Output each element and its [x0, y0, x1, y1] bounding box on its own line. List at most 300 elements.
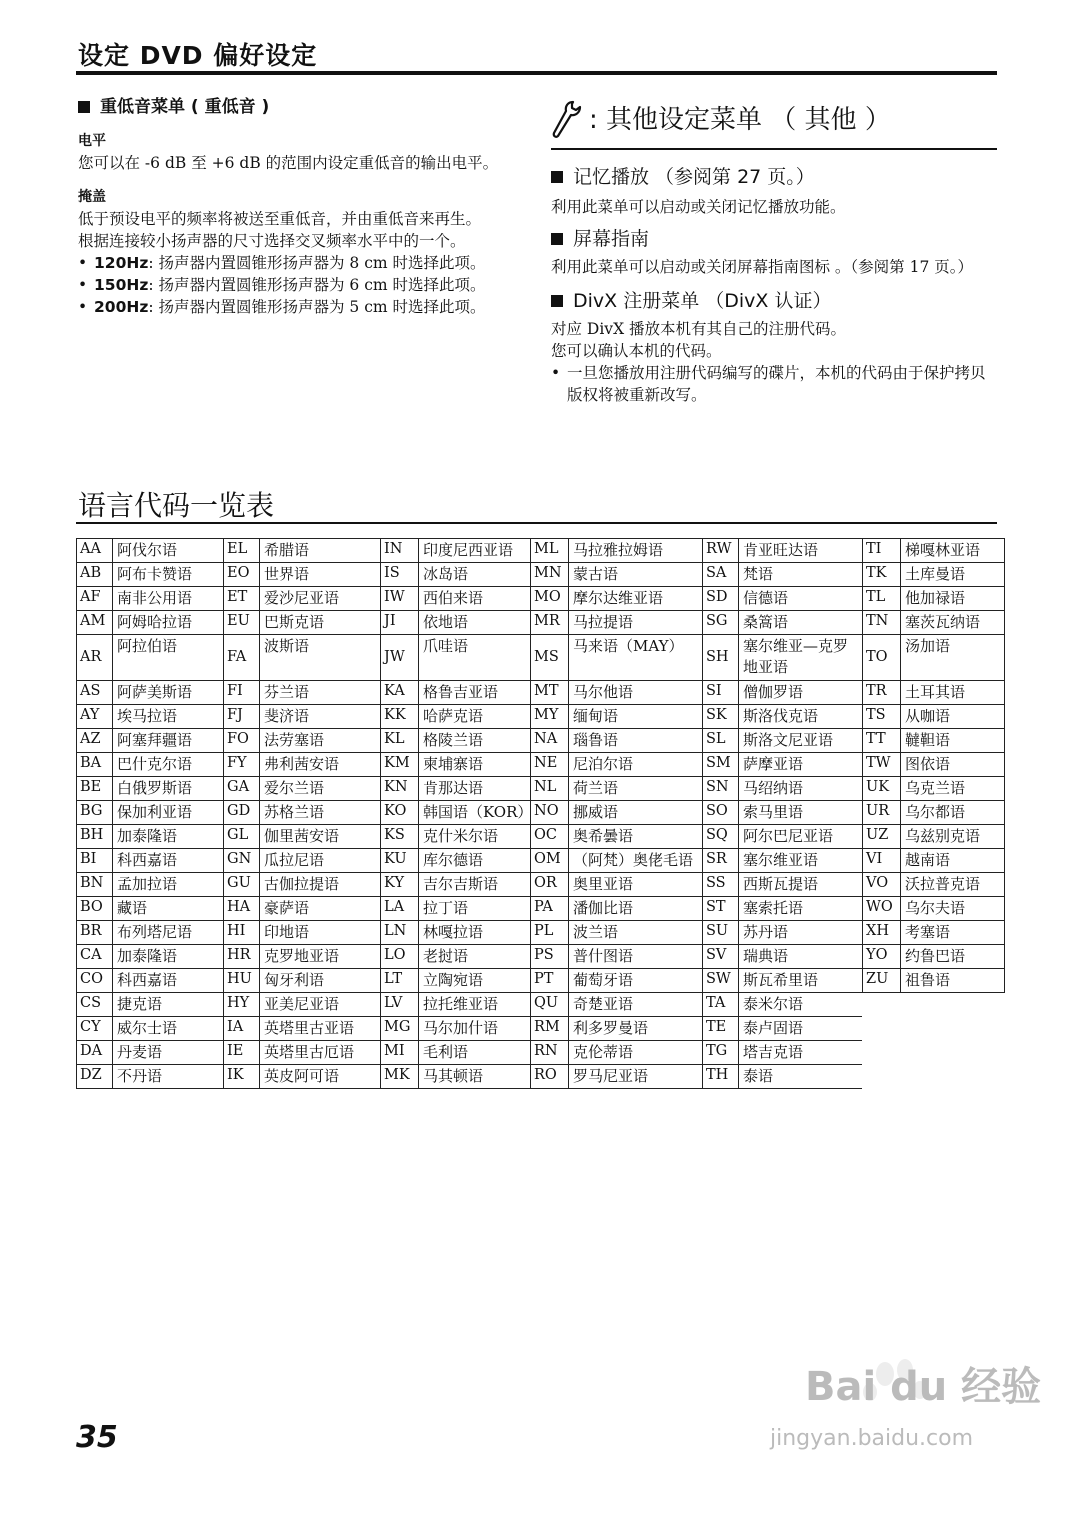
language-name: 克什米尔语: [423, 827, 499, 845]
language-row: [76, 824, 223, 848]
language-name: 苏格兰语: [264, 803, 325, 821]
language-row: [380, 872, 530, 896]
language-name: 巴什克尔语: [117, 755, 193, 773]
language-name: 冰岛语: [423, 565, 469, 583]
language-code: KA: [381, 681, 419, 704]
language-row: [702, 728, 862, 752]
language-row: [76, 680, 223, 704]
language-name: 瑞典语: [743, 947, 789, 965]
language-code: BH: [77, 825, 113, 848]
language-code: WO: [863, 897, 901, 920]
language-name: 僧伽罗语: [743, 683, 804, 701]
language-row: [223, 728, 380, 752]
language-name: 桑篙语: [743, 613, 789, 631]
language-row: [76, 704, 223, 728]
language-name: 奇楚亚语: [573, 995, 634, 1013]
language-name: 乌尔夫语: [905, 899, 966, 917]
language-name: 布列塔尼语: [117, 923, 193, 941]
language-row: [530, 610, 702, 634]
language-row: [223, 776, 380, 800]
divx-text-2: 您可以确认本机的代码。: [551, 342, 722, 360]
language-row: [76, 776, 223, 800]
language-row: [702, 680, 862, 704]
language-row: [223, 920, 380, 944]
language-code: TW: [863, 753, 901, 776]
language-row: [862, 920, 1005, 944]
language-code: OR: [531, 873, 569, 896]
language-name: 马拉提语: [573, 613, 634, 631]
language-code: AB: [77, 563, 113, 586]
square-bullet-icon: [551, 233, 563, 245]
language-code: MG: [381, 1017, 419, 1040]
language-name: 祖鲁语: [905, 971, 951, 989]
language-row: [530, 992, 702, 1016]
square-bullet-icon: [78, 101, 90, 113]
watermark-url: jingyan.baidu.com: [770, 1426, 974, 1451]
language-name: 加泰隆语: [117, 947, 178, 965]
language-code: UZ: [863, 825, 901, 848]
language-row: [702, 634, 862, 680]
language-code: FA: [224, 635, 260, 680]
language-name: 马来语（MAY）: [573, 637, 684, 655]
language-name: 韃靼语: [905, 731, 951, 749]
language-row: [702, 610, 862, 634]
language-code: TO: [863, 635, 901, 680]
language-code: TA: [703, 993, 739, 1016]
language-row: [76, 920, 223, 944]
language-name: 罗马尼亚语: [573, 1067, 649, 1085]
language-row: [223, 968, 380, 992]
language-code: MT: [531, 681, 569, 704]
language-code: XH: [863, 921, 901, 944]
language-code: AY: [77, 705, 113, 728]
language-row: [530, 586, 702, 610]
language-code: BG: [77, 801, 113, 824]
other-settings-title: [551, 100, 997, 150]
language-code: PT: [531, 969, 569, 992]
language-code: EU: [224, 611, 260, 634]
language-code: GL: [224, 825, 260, 848]
language-name: 伽里茜安语: [264, 827, 340, 845]
language-code: RN: [531, 1041, 569, 1064]
language-row: [530, 824, 702, 848]
language-code: ZU: [863, 969, 901, 992]
crossover-option: • 200Hz: 扬声器内置圆锥形扬声器为 5 cm 时选择此项。: [78, 296, 518, 318]
language-code: NE: [531, 753, 569, 776]
language-row: [380, 824, 530, 848]
language-row: [530, 920, 702, 944]
subwoofer-section: [78, 96, 518, 318]
language-row: [380, 562, 530, 586]
language-name: 他加禄语: [905, 589, 966, 607]
language-code: AR: [77, 635, 113, 680]
language-column: [380, 538, 533, 1089]
language-row: [862, 538, 1005, 562]
language-row: [76, 944, 223, 968]
language-name: 英皮阿可语: [264, 1067, 340, 1085]
language-name: 泰米尔语: [743, 995, 804, 1013]
language-row: [530, 1040, 702, 1064]
language-column: [702, 538, 862, 1089]
language-name: 斐济语: [264, 707, 310, 725]
language-code: NL: [531, 777, 569, 800]
language-name: 克罗地亚语: [264, 947, 340, 965]
language-name: 英塔里古亚语: [264, 1019, 355, 1037]
language-name: 吉尔吉斯语: [423, 875, 499, 893]
language-row: [702, 752, 862, 776]
language-name: 塔吉克语: [743, 1043, 804, 1061]
subwoofer-heading: [78, 96, 518, 118]
language-code: GD: [224, 801, 260, 824]
guide-heading: 屏幕指南: [551, 228, 997, 250]
language-name: 林嘎拉语: [423, 923, 484, 941]
language-name: （阿梵）奥佬毛语: [573, 851, 694, 869]
language-name: 孟加拉语: [117, 875, 178, 893]
language-row: [380, 920, 530, 944]
language-code: MY: [531, 705, 569, 728]
language-name: 爱沙尼亚语: [264, 589, 340, 607]
language-row: [702, 968, 862, 992]
crossover-text-1: 低于预设电平的频率将被送至重低音，并由重低音来再生。: [78, 210, 482, 228]
language-row: [223, 610, 380, 634]
language-row: [76, 752, 223, 776]
language-row: [223, 586, 380, 610]
language-code: AA: [77, 539, 113, 562]
language-name: 拉丁语: [423, 899, 469, 917]
language-code: LT: [381, 969, 419, 992]
language-name: 拉托维亚语: [423, 995, 499, 1013]
language-row: [702, 1016, 862, 1040]
language-name: 依地语: [423, 613, 469, 631]
language-code: GN: [224, 849, 260, 872]
language-code: JW: [381, 635, 419, 680]
language-row: [530, 776, 702, 800]
language-name: 乌尔都语: [905, 803, 966, 821]
language-row: [380, 752, 530, 776]
language-name: 奥里亚语: [573, 875, 634, 893]
language-name: 奥希曇语: [573, 827, 634, 845]
language-code: TK: [863, 563, 901, 586]
crossover-title: 掩盖: [78, 189, 106, 205]
language-name: 阿萨美斯语: [117, 683, 193, 701]
language-code: YO: [863, 945, 901, 968]
language-name: 沃拉普克语: [905, 875, 981, 893]
language-row: [223, 752, 380, 776]
language-row: [223, 872, 380, 896]
language-code: TG: [703, 1041, 739, 1064]
language-row: [702, 944, 862, 968]
language-code: BA: [77, 753, 113, 776]
language-code: PS: [531, 945, 569, 968]
language-row: [530, 634, 702, 680]
language-code: SQ: [703, 825, 739, 848]
language-row: [380, 848, 530, 872]
language-code: KS: [381, 825, 419, 848]
language-code: MN: [531, 563, 569, 586]
language-name: 马拉雅拉姆语: [573, 541, 664, 559]
language-name: 爪哇语: [423, 637, 469, 655]
language-name: 阿尔巴尼亚语: [743, 827, 834, 845]
language-name: 图依语: [905, 755, 951, 773]
divx-text-1: 对应 DivX 播放本机有其自己的注册代码。: [551, 320, 847, 338]
language-code: TH: [703, 1065, 739, 1088]
language-name: 老挝语: [423, 947, 469, 965]
language-name: 白俄罗斯语: [117, 779, 193, 797]
language-code: SM: [703, 753, 739, 776]
language-code: SW: [703, 969, 739, 992]
language-name: 格鲁吉亚语: [423, 683, 499, 701]
language-name: 斯洛文尼亚语: [743, 731, 834, 749]
language-code: FO: [224, 729, 260, 752]
language-code: FY: [224, 753, 260, 776]
language-row: [223, 1016, 380, 1040]
language-name: 斯瓦希里语: [743, 971, 819, 989]
language-row: [702, 586, 862, 610]
language-code: KN: [381, 777, 419, 800]
language-row: [223, 1040, 380, 1064]
language-code: LN: [381, 921, 419, 944]
language-code: NA: [531, 729, 569, 752]
language-row: [223, 848, 380, 872]
language-row: [530, 872, 702, 896]
language-name: 法劳塞语: [264, 731, 325, 749]
language-name: 乌克兰语: [905, 779, 966, 797]
language-code: VI: [863, 849, 901, 872]
language-code: OC: [531, 825, 569, 848]
language-row: [702, 848, 862, 872]
language-name: 南非公用语: [117, 589, 193, 607]
language-name: 信德语: [743, 589, 789, 607]
language-name: 芬兰语: [264, 683, 310, 701]
language-code: DZ: [77, 1065, 113, 1088]
language-code: LV: [381, 993, 419, 1016]
language-row: [862, 968, 1005, 993]
language-code: CS: [77, 993, 113, 1016]
language-code: OM: [531, 849, 569, 872]
language-code: HA: [224, 897, 260, 920]
language-code: HI: [224, 921, 260, 944]
square-bullet-icon: [551, 171, 563, 183]
language-code: BI: [77, 849, 113, 872]
language-row: [862, 752, 1005, 776]
language-code: RO: [531, 1065, 569, 1088]
language-name: 缅甸语: [573, 707, 619, 725]
language-name: 加泰隆语: [117, 827, 178, 845]
crossover-option: • 150Hz: 扬声器内置圆锥形扬声器为 6 cm 时选择此项。: [78, 274, 518, 296]
language-code: QU: [531, 993, 569, 1016]
other-settings-title-text: : 其他设定菜单 （ 其他 ）: [589, 105, 891, 135]
language-row: [862, 944, 1005, 968]
language-name: 普什图语: [573, 947, 634, 965]
language-code: PA: [531, 897, 569, 920]
language-name: 考塞语: [905, 923, 951, 941]
language-name: 柬埔寨语: [423, 755, 484, 773]
language-code: BR: [77, 921, 113, 944]
language-row: [76, 1016, 223, 1040]
language-name: 阿伐尔语: [117, 541, 178, 559]
language-row: [380, 896, 530, 920]
language-code: AZ: [77, 729, 113, 752]
language-name: 英塔里古厄语: [264, 1043, 355, 1061]
language-name: 汤加语: [905, 637, 951, 655]
language-row: [702, 562, 862, 586]
language-row: [862, 562, 1005, 586]
guide-text: 利用此菜单可以启动或关闭屏幕指南图标 。（参阅第 17 页。）: [551, 258, 974, 276]
language-code: UK: [863, 777, 901, 800]
language-column: [76, 538, 223, 1089]
language-row: [862, 800, 1005, 824]
language-code: CO: [77, 969, 113, 992]
language-row: [530, 538, 702, 562]
language-name: 梵语: [743, 565, 774, 583]
language-name: 马绍纳语: [743, 779, 804, 797]
language-column: [530, 538, 702, 1089]
language-name: 立陶宛语: [423, 971, 484, 989]
language-code: MR: [531, 611, 569, 634]
language-name: 匈牙利语: [264, 971, 325, 989]
language-name: 藏语: [117, 899, 148, 917]
language-name: 泰卢固语: [743, 1019, 804, 1037]
language-row: [223, 824, 380, 848]
language-name: 乌兹别克语: [905, 827, 981, 845]
language-code: IS: [381, 563, 419, 586]
language-name: 丹麦语: [117, 1043, 163, 1061]
language-row: [530, 562, 702, 586]
language-row: [380, 944, 530, 968]
language-row: [76, 586, 223, 610]
level-title: 电平: [78, 133, 106, 149]
language-row: [76, 992, 223, 1016]
language-row: [223, 800, 380, 824]
language-row: [530, 680, 702, 704]
language-row: [380, 776, 530, 800]
language-name: 亚美尼亚语: [264, 995, 340, 1013]
language-code: IN: [381, 539, 419, 562]
language-row: [223, 944, 380, 968]
language-name: 科西嘉语: [117, 851, 178, 869]
language-code: BN: [77, 873, 113, 896]
language-row: [530, 896, 702, 920]
language-code: EO: [224, 563, 260, 586]
language-column: [862, 538, 1005, 1089]
language-code: VO: [863, 873, 901, 896]
language-row: [702, 896, 862, 920]
language-row: [76, 538, 223, 562]
language-code: UR: [863, 801, 901, 824]
language-name: 阿塞拜疆语: [117, 731, 193, 749]
language-name: 苏丹语: [743, 923, 789, 941]
language-name: 马尔加什语: [423, 1019, 499, 1037]
language-name: 印度尼西亚语: [423, 541, 514, 559]
language-code: BE: [77, 777, 113, 800]
language-row: [76, 728, 223, 752]
language-name: 塞索托语: [743, 899, 804, 917]
language-code: SS: [703, 873, 739, 896]
language-row: [702, 776, 862, 800]
language-name: 萨摩亚语: [743, 755, 804, 773]
language-name: 不丹语: [117, 1067, 163, 1085]
language-name: 阿拉伯语: [117, 637, 178, 655]
language-name: 埃马拉语: [117, 707, 178, 725]
language-code: GA: [224, 777, 260, 800]
language-row: [702, 538, 862, 562]
language-row: [223, 1064, 380, 1089]
language-code: LA: [381, 897, 419, 920]
subwoofer-heading-text: 重低音菜单 ( 重低音 ): [100, 97, 270, 117]
language-name: 瑙鲁语: [573, 731, 619, 749]
language-name: 尼泊尔语: [573, 755, 634, 773]
language-name: 韩国语（KOR）: [423, 803, 533, 821]
language-row: [862, 586, 1005, 610]
language-row: [223, 992, 380, 1016]
language-name: 希腊语: [264, 541, 310, 559]
language-row: [702, 1040, 862, 1064]
language-code: NO: [531, 801, 569, 824]
language-code: MS: [531, 635, 569, 680]
language-row: [380, 634, 530, 680]
language-row: [702, 1064, 862, 1089]
language-row: [380, 992, 530, 1016]
language-row: [223, 896, 380, 920]
language-code: KK: [381, 705, 419, 728]
language-name: 利多罗曼语: [573, 1019, 649, 1037]
language-row: [76, 968, 223, 992]
language-row: [76, 800, 223, 824]
language-name: 土库曼语: [905, 565, 966, 583]
language-row: [380, 800, 533, 824]
language-code: ST: [703, 897, 739, 920]
language-code: SL: [703, 729, 739, 752]
language-row: [223, 704, 380, 728]
language-name: 毛利语: [423, 1043, 469, 1061]
language-code: RW: [703, 539, 739, 562]
language-code: ML: [531, 539, 569, 562]
language-row: [702, 824, 862, 848]
language-name: 弗利茜安语: [264, 755, 340, 773]
language-row: [530, 752, 702, 776]
language-name: 索马里语: [743, 803, 804, 821]
language-code: SO: [703, 801, 739, 824]
language-code: KO: [381, 801, 419, 824]
language-code: FJ: [224, 705, 260, 728]
language-code: TS: [863, 705, 901, 728]
language-row: [702, 992, 862, 1016]
language-row: [76, 634, 223, 680]
language-row: [862, 704, 1005, 728]
language-row: [380, 586, 530, 610]
language-name: 挪威语: [573, 803, 619, 821]
language-row: [380, 1016, 530, 1040]
language-name: 印地语: [264, 923, 310, 941]
divx-note: • 一旦您播放用注册代码编写的碟片，本机的代码由于保护拷贝版权将被重新改写。: [551, 362, 997, 406]
language-row: [702, 872, 862, 896]
language-name: 塞茨瓦纳语: [905, 613, 981, 631]
watermark-brand: Bai du 经验: [805, 1364, 1042, 1410]
language-code: CA: [77, 945, 113, 968]
language-row: [223, 538, 380, 562]
language-row: [862, 680, 1005, 704]
language-row: [702, 920, 862, 944]
divx-heading: DivX 注册菜单 （DivX 认证）: [551, 290, 997, 312]
language-code: SU: [703, 921, 739, 944]
language-row: [530, 1016, 702, 1040]
level-text: 您可以在 -6 dB 至 +6 dB 的范围内设定重低音的输出电平。: [78, 154, 499, 172]
language-row: [862, 610, 1005, 634]
language-code: IE: [224, 1041, 260, 1064]
language-row: [76, 1040, 223, 1064]
language-code: TE: [703, 1017, 739, 1040]
resume-text: 利用此菜单可以启动或关闭记忆播放功能。: [551, 198, 846, 216]
